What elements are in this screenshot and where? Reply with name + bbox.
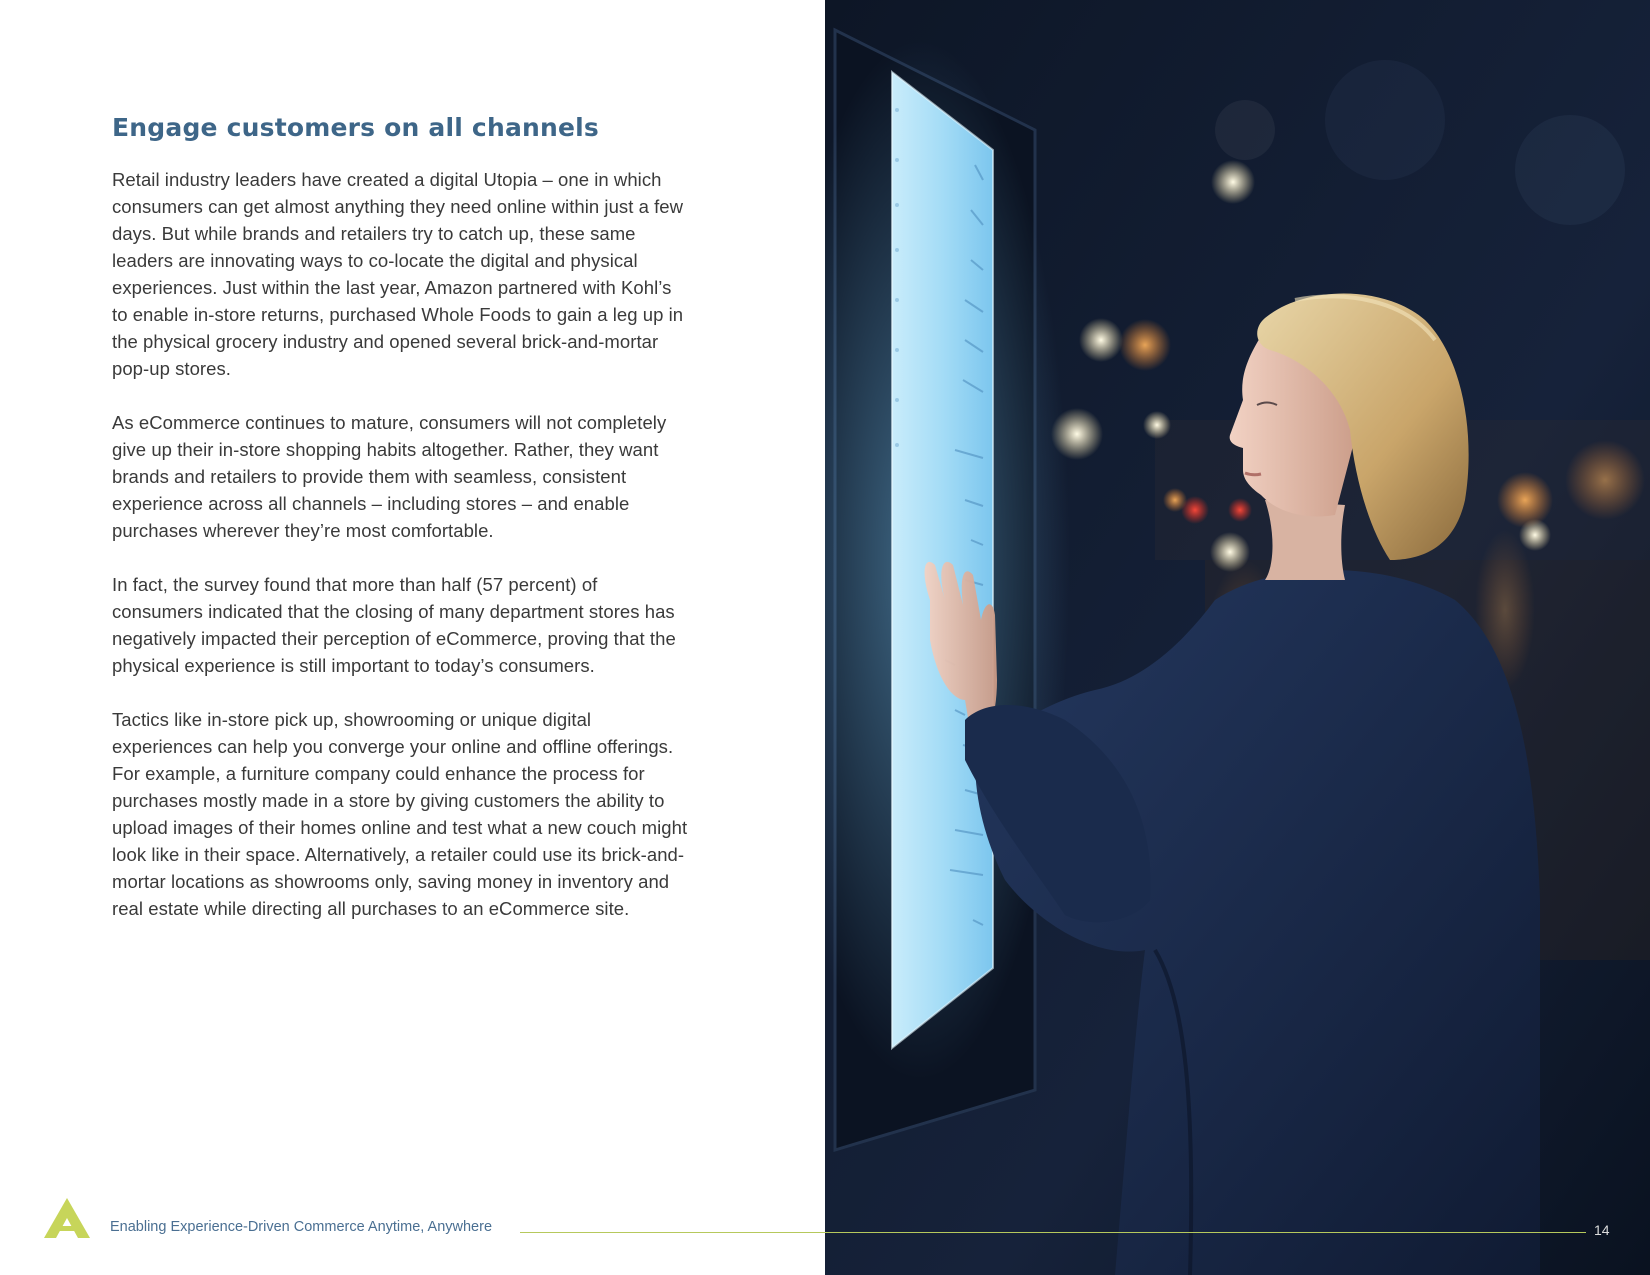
kiosk-photo [825,0,1650,1275]
company-logo-icon [44,1198,90,1238]
paragraph-4: Tactics like in-store pick up, showrooming or unique digital experiences can help you converge your online and offline offerings. For example, a furniture company could enhance the process for purchases mostly made in a store by giving customers the ability to upload images of their homes online and test what a new couch might look like in their space. Alternatively, a retailer could use its brick-and-mortar locations as showrooms only, saving money in inventory and real estate while directing all purchases to an eCommerce site. [112,709,688,919]
kiosk-photo-illustration [825,0,1650,1275]
page-heading: Engage customers on all channels [112,113,600,142]
footer-divider [520,1232,1586,1233]
article-body [112,110,692,949]
footer-tagline: Enabling Experience-Driven Commerce Anytime, Anywhere [110,1219,493,1235]
paragraph-1: Retail industry leaders have created a digital Utopia – one in which consumers can get almost anything they need online within just a few days. But while brands and retailers try to catch up, these same leaders are innovating ways to co-locate the digital and physical experiences. Just within the last year, Amazon partnered with Kohl’s to enable in-store returns, purchased Whole Foods to gain a leg up in the physical grocery industry and opened several brick-and-mortar pop-up stores. [112,169,684,379]
page-number: 14 [1594,1222,1610,1238]
paragraph-2: As eCommerce continues to mature, consumers will not completely give up their in-store shopping habits altogether. Rather, they want brands and retailers to provide them with seamless, consistent experience across all channels – including stores – and enable purchases wherever they’re most comfortable. [112,412,667,541]
paragraph-3: In fact, the survey found that more than half (57 percent) of consumers indicated that the closing of many department stores has negatively impacted their perception of eCommerce, proving that the physical experience is still important to today’s consumers. [112,574,676,676]
